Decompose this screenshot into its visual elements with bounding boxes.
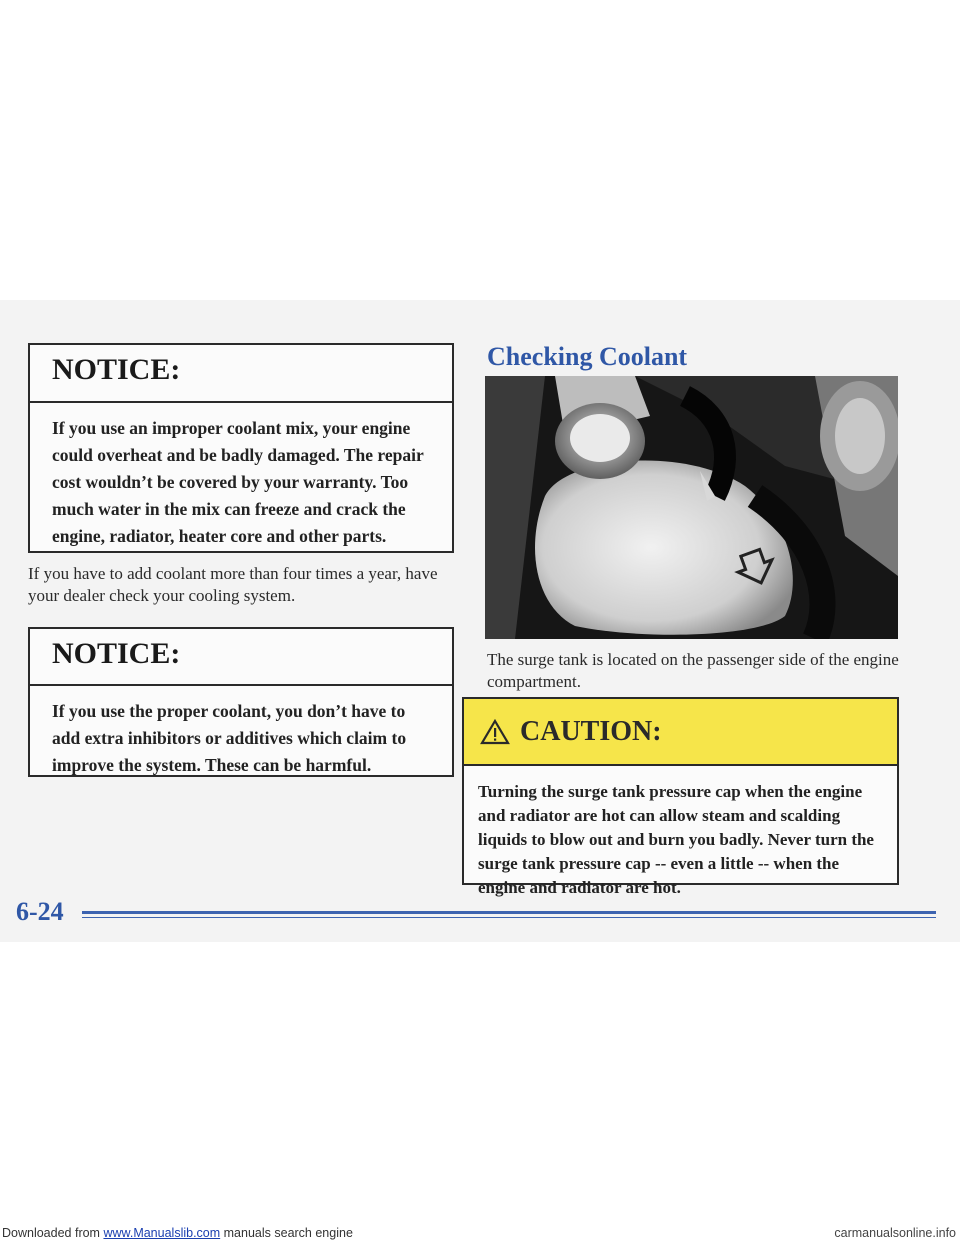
- coolant-frequency-paragraph: If you have to add coolant more than four times a year, have your dealer check your cooling system.: [28, 564, 438, 605]
- notice-heading: NOTICE:: [30, 345, 452, 403]
- page-rule-thick: [82, 911, 936, 914]
- caution-box: [462, 697, 899, 897]
- notice-text: If you use the proper coolant, you don’t have to add extra inhibitors or additives which claim to improve the system. These can be harmful.: [52, 701, 407, 775]
- download-credit: [2, 1226, 353, 1240]
- surge-tank-photo: [485, 376, 898, 639]
- engine-compartment-image: [485, 376, 898, 639]
- page-rule-thin: [82, 917, 936, 918]
- download-prefix: Downloaded from: [2, 1226, 104, 1240]
- caution-text: Turning the surge tank pressure cap when the engine and radiator are hot can allow steam and scalding liquids to blow out and burn you badly. Never turn the surge tank pressure cap -- even a little -- when the engine and radiator are hot.: [478, 782, 874, 897]
- notice-text: If you use an improper coolant mix, your engine could overheat and be badly damaged. The repair cost wouldn’t be covered by your warranty. Too much water in the mix can freeze and crack the engine, radiator, heater core and other parts.: [52, 418, 424, 546]
- notice-box-proper-coolant: [28, 627, 454, 777]
- caution-header: [464, 699, 897, 766]
- caution-heading: CAUTION:: [520, 715, 662, 747]
- page-number: 6-24: [16, 897, 64, 926]
- notice-box-improper-mix: [28, 343, 454, 553]
- warning-triangle-icon: [480, 719, 510, 745]
- notice-heading: NOTICE:: [30, 629, 452, 686]
- watermark: carmanualsonline.info: [834, 1226, 956, 1240]
- section-title: Checking Coolant: [487, 342, 688, 371]
- surge-tank-caption: The surge tank is located on the passenger side of the engine compartment.: [487, 650, 899, 691]
- download-suffix: manuals search engine: [220, 1226, 353, 1240]
- manualslib-link[interactable]: www.Manualslib.com: [103, 1226, 221, 1240]
